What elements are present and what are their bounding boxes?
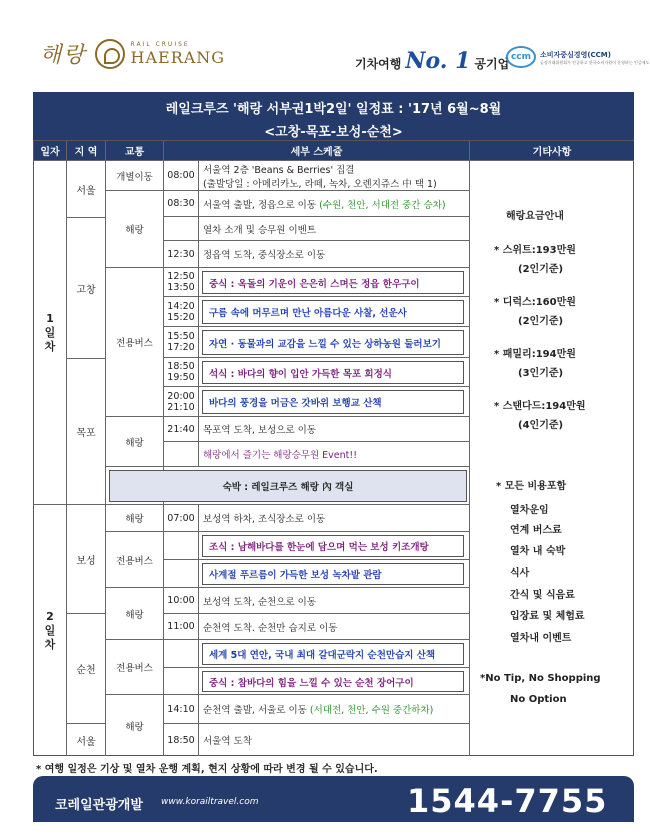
no-option-note: No Option [510, 694, 567, 705]
region-gochang: 고창 [67, 218, 106, 359]
transport-haerang: 해랑 [106, 695, 164, 756]
schedule-item: 보성역 하차, 조식장소로 이동 [199, 505, 470, 532]
highlight-tour: 자연 · 동물과의 교감을 느낄 수 있는 상하농원 둘러보기 [202, 330, 464, 355]
included-item: 열차내 이벤트 [510, 633, 572, 644]
time: 07:00 [164, 505, 199, 532]
region-seoul: 서울 [67, 161, 106, 218]
fare-standard: * 스탠다드:194만원 [494, 401, 586, 412]
title-line-1: 레일크루즈 '해랑 서부권1박2일' 일정표 : '17년 6월~8월 [165, 102, 502, 117]
highlight-tour: 세계 5대 연안, 국내 최대 갈대군락지 순천만습지 산책 [202, 643, 464, 665]
transport-individual: 개별이동 [106, 161, 164, 191]
included-item: 간식 및 식음료 [510, 590, 575, 601]
col-header-schedule: 세부 스케쥴 [164, 141, 470, 161]
col-header-region: 지 역 [67, 141, 106, 161]
transport-haerang: 해랑 [106, 191, 164, 268]
fare-title: 해랑요금안내 [506, 211, 564, 222]
highlight-meal: 석식 : 바다의 향이 입안 가득한 목포 회정식 [202, 361, 464, 384]
highlight-tour: 사계절 푸르름이 가득한 보성 녹차밭 관람 [202, 563, 464, 585]
included-item: 열차운임 [510, 505, 549, 516]
footnote: * 여행 일정은 기상 및 열차 운행 계획, 현지 상황에 따라 변경 될 수 있습니다. [36, 764, 378, 775]
time: 08:30 [164, 191, 199, 217]
schedule-item: 서울역 출발, 정읍으로 이동 (수원, 천안, 서대전 중간 승차) [199, 191, 470, 217]
schedule-item: 순천역 도착. 순천만 습지로 이동 [199, 614, 470, 640]
time: 08:00 [164, 161, 199, 191]
time: 10:00 [164, 588, 199, 614]
slogan: 기차여행 No. 1 공기업 [355, 48, 510, 74]
footer-banner [33, 776, 634, 822]
highlight-meal: 조식 : 남해바다를 한눈에 담으며 먹는 보성 키조개탕 [202, 535, 464, 557]
time: 11:00 [164, 614, 199, 640]
phone-number[interactable]: 1544-7755 [407, 782, 608, 820]
included-item: 연계 버스료 [510, 525, 562, 536]
included-item: 식사 [510, 568, 530, 579]
highlight-tour: 바다의 풍경을 머금은 갓바위 보행교 산책 [202, 390, 464, 414]
schedule-item: 순천역 출발, 서울로 이동 (서대전, 천안, 수원 중간하차) [199, 695, 470, 724]
schedule-item: 해랑에서 즐기는 해랑승무원 Event!! [199, 442, 470, 467]
schedule-item: 열차 소개 및 승무원 이벤트 [199, 217, 470, 241]
transport-bus: 전용버스 [106, 640, 164, 695]
day-1-label: 1 일 차 [34, 161, 67, 505]
transport-haerang: 해랑 [106, 588, 164, 640]
col-header-day: 일자 [34, 141, 67, 161]
logo-korean-text: 해랑 [40, 43, 87, 68]
time-range: 15:50 17:20 [164, 327, 199, 358]
haerang-logo [40, 38, 225, 69]
schedule-item: 서울역 도착 [199, 724, 470, 756]
transport-bus: 전용버스 [106, 268, 164, 417]
time-range: 14:20 15:20 [164, 297, 199, 327]
schedule-item: 목포역 도착, 보성으로 이동 [199, 417, 470, 442]
region-suncheon: 순천 [67, 614, 106, 724]
region-seoul-return: 서울 [67, 724, 106, 756]
transport-bus: 전용버스 [106, 532, 164, 588]
no-tip-note: *No Tip, No Shopping [480, 673, 601, 684]
itinerary-table: 일자 지 역 교통 세부 스케쥴 기타사항 1 일 차 2 일 차 서울 고창 목포 보성 순천 서울 개별이동 해랑 전용버스 해랑 해랑 전용버스 해랑 전용버스 해랑 08:00 서울역 2층 'Beans & Berries' 집결 (출발당일 : 아메리카노, 라떼, 녹차, 오렌지쥬스 中 택 1) 08:30 서울역 출발, 정읍으로 이동 (수원, 천안, 서대전 중간 승차) 열차 소개 및 승무원 이벤트 12:30 정읍역 도착, 중식장소로 이동 12:50 13:50 중식 : 옥돌의 기운이 은은히 스며든 정읍 한우구이 14:20 15:20 구름 속에 머무르며 만난 아름다운 사찰, 선운사 15:50 17:20 자연 · 동물과의 교감을 느낄 수 있는 상하농원 둘러보기 18:50 19:50 석식 : 바다의 향이 입안 가득한 목포 회정식 20:00 21:10 바다의 풍경을 머금은 갓바위 보행교 산책 21:40 목포역 도착, 보성으로 이동 해랑에서 즐기는 해랑승무원 Event!! 숙박 : 레일크루즈 해랑 內 객실 07:00 보성역 하차, 조식장소로 이동 조식 : 남해바다를 한눈에 담으며 먹는 보성 키조개탕 사계절 푸르름이 가득한 보성 녹차밭 관람 10:00 보성역 도착, 순천으로 이동 11:00 순천역 도착. 순천만 습지로 이동 세계 5대 연안, 국내 최대 갈대군락지 순천만습지 산책 중식 : 참바다의 힘을 느낄 수 있는 순천 장어구이 14:10 순천역 출발, 서울로 이동 (서대전, 천안, 수원 중간하차) 18:50 서울역 도착 해랑요금안내 * 스위트:193만원 (2인기준) * 디럭스:160만원 (2인기준) * 패밀리:194만원 (3인기준) * 스탠다드:194만원 (4인기준) * 모든 비용포함 열차운임 연계 버스료 열차 내 숙박 식사 간식 및 식음료 입장료 및 체험료 열차내 이벤트 *No Tip, No Shopping No Option [33, 140, 634, 756]
logo-rail-cruise: RAIL CRUISE [130, 40, 190, 48]
fare-suite: * 스위트:193만원 [494, 245, 576, 256]
fare-family: * 패밀리:194만원 [494, 349, 576, 360]
highlight-meal: 중식 : 참바다의 힘을 느낄 수 있는 순천 장어구이 [202, 671, 464, 692]
region-mokpo: 목포 [67, 359, 106, 505]
accommodation-banner: 숙박 : 레일크루즈 해랑 內 객실 [109, 470, 467, 502]
col-header-transport: 교통 [106, 141, 164, 161]
page-header [0, 0, 650, 92]
company-name: 코레일관광개발 [55, 798, 143, 813]
itinerary-title [33, 92, 634, 140]
transport-haerang: 해랑 [106, 417, 164, 467]
schedule-item: 서울역 2층 'Beans & Berries' 집결 (출발당일 : 아메리카노, 라떼, 녹차, 오렌지쥬스 中 택 1) [199, 161, 470, 191]
schedule-item: 보성역 도착, 순천으로 이동 [199, 588, 470, 614]
haerang-emblem-icon [95, 39, 125, 69]
included-title: * 모든 비용포함 [496, 481, 567, 492]
time-range: 12:50 13:50 [164, 268, 199, 297]
transport-haerang: 해랑 [106, 505, 164, 532]
ccm-logo-icon: ccm [506, 46, 536, 68]
time: 18:50 [164, 724, 199, 756]
included-item: 입장료 및 체험료 [510, 611, 585, 622]
highlight-meal: 중식 : 옥돌의 기운이 은은히 스며든 정읍 한우구이 [202, 271, 464, 294]
included-item: 열차 내 숙박 [510, 546, 566, 557]
time-range: 18:50 19:50 [164, 358, 199, 387]
fare-deluxe: * 디럭스:160만원 [494, 297, 576, 308]
ccm-badge: ccm 소비자중심경영(CCM) 공정거래위원회가 인증하고 한국소비자원이 운영하는 인증제도 [506, 46, 649, 68]
title-line-2: <고창-목포-보성-순천> [264, 125, 403, 140]
highlight-tour: 구름 속에 머무르며 만난 아름다운 사찰, 선운사 [202, 300, 464, 324]
col-header-notes: 기타사항 [470, 141, 634, 161]
region-boseong: 보성 [67, 505, 106, 614]
day-2-label: 2 일 차 [34, 505, 67, 756]
time-range: 20:00 21:10 [164, 387, 199, 417]
time: 21:40 [164, 417, 199, 442]
time: 12:30 [164, 241, 199, 268]
schedule-item: 정읍역 도착, 중식장소로 이동 [199, 241, 470, 268]
time: 14:10 [164, 695, 199, 724]
logo-haerang: HAERANG [130, 47, 226, 67]
website-link[interactable]: www.korailtravel.com [161, 797, 259, 807]
